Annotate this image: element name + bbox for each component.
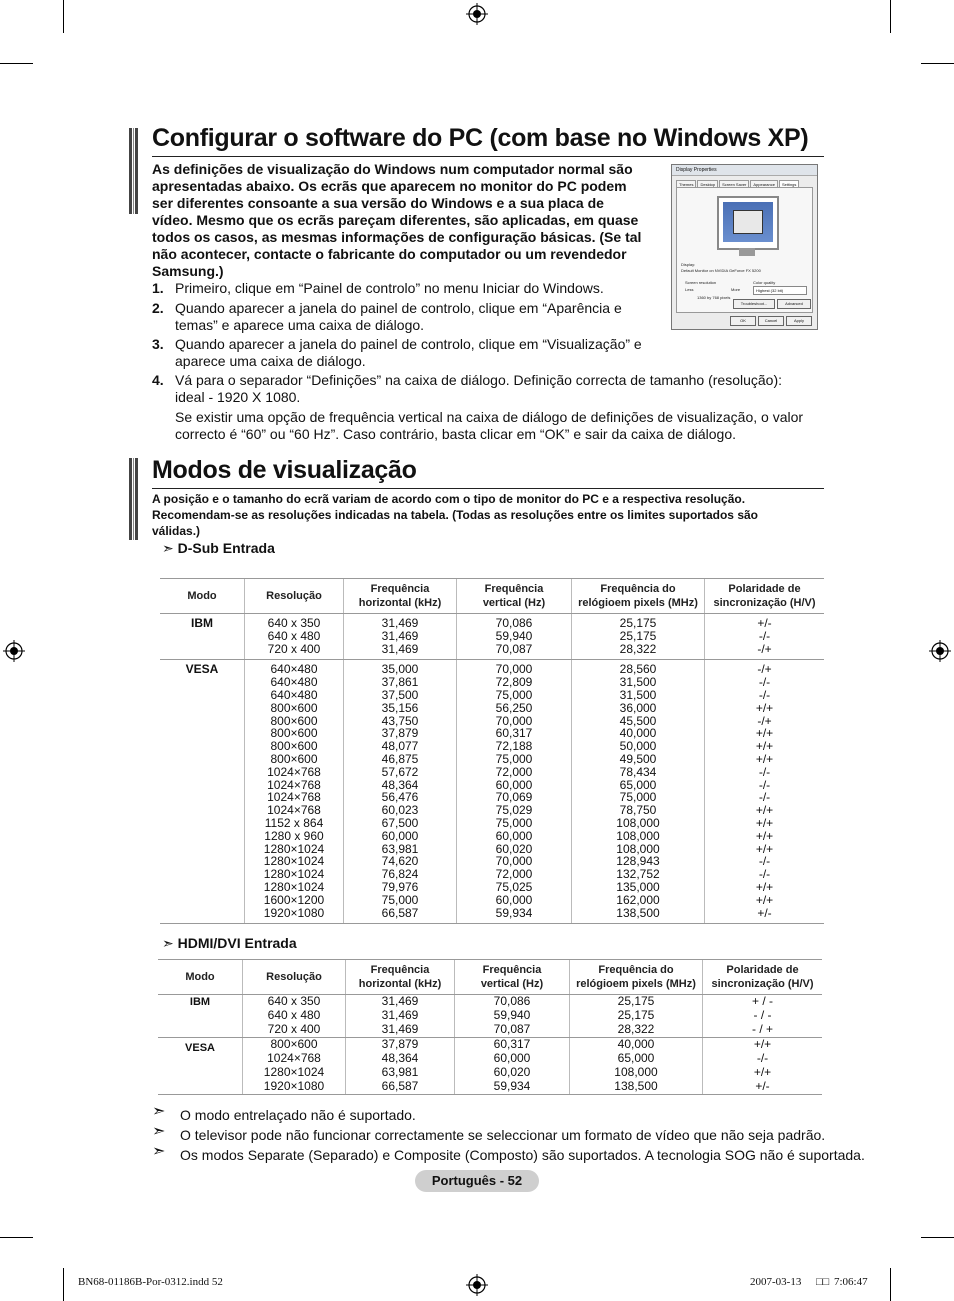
- note-text: Os modos Separate (Separado) e Composite (Composto) são suportados. A tecnologia SOG não é suportada.: [180, 1147, 865, 1163]
- section-marker-bar: [129, 128, 138, 214]
- step-number: 4.: [152, 372, 164, 388]
- note-text: O modo entrelaçado não é suportado.: [180, 1107, 416, 1123]
- table-row: [160, 660, 824, 924]
- vfreq-cell: 70,086 59,940 70,087: [457, 614, 572, 660]
- step-number: 1.: [152, 280, 164, 296]
- step-note: correcto é “60” ou “60 Hz”. Caso contrário, basta clicar em “OK” e sair da caixa de diálogo.: [175, 426, 737, 442]
- pixel-clock-cell: 28,560 31,500 31,500 36,000 45,500 40,000 50,000 49,500 78,434 65,000 75,000 78,750 108,000 108,000 108,000 128,943 132,752 135,000 162,000 138,500: [572, 660, 705, 924]
- pixel-clock-cell: 25,175 25,175 28,322: [572, 614, 705, 660]
- vfreq-cell: 60,317 60,000 60,020 59,934: [455, 1038, 570, 1094]
- tab-desktop: Desktop: [697, 180, 718, 189]
- cancel-button: Cancel: [758, 316, 784, 326]
- table-row: [158, 995, 822, 1038]
- note-text: O televisor pode não funcionar correctamente se seleccionar um formato de vídeo que não seja padrão.: [180, 1127, 826, 1143]
- footer-glyphs: □□: [816, 1276, 830, 1288]
- crop-mark: [0, 63, 33, 64]
- step-text: aparece uma caixa de diálogo.: [175, 353, 366, 369]
- intro-paragraph: [152, 161, 662, 280]
- intro-line: válidas.): [152, 524, 201, 538]
- col-header: Modo: [158, 960, 243, 995]
- tab-settings: Settings: [779, 180, 799, 189]
- table-header-row: [158, 960, 822, 995]
- dsub-heading: [162, 540, 275, 557]
- note-arrow-icon: ➣: [152, 1103, 166, 1120]
- crop-mark: [890, 1268, 891, 1301]
- col-header: Modo: [160, 579, 245, 614]
- col-header: Frequência horizontal (kHz): [344, 579, 457, 614]
- monitor-icon: [717, 196, 779, 250]
- col-header: Frequência vertical (Hz): [455, 960, 570, 995]
- intro-line: não acontecer, contacte o fabricante do computador ou um revendedor: [152, 246, 627, 262]
- hfreq-cell: 35,000 37,861 37,500 35,156 43,750 37,879 48,077 46,875 57,672 48,364 56,476 60,023 67,500 60,000 63,981 74,620 76,824 79,976 75,000 66,587: [344, 660, 457, 924]
- crop-mark: [921, 63, 954, 64]
- resolution-less: Less: [685, 287, 694, 292]
- vfreq-cell: 70,000 72,809 75,000 56,250 70,000 60,317 72,188 75,000 72,000 60,000 70,069 75,029 75,000 60,000 60,020 70,000 72,000 75,025 60,000 59,934: [457, 660, 572, 924]
- col-header: Frequência vertical (Hz): [457, 579, 572, 614]
- intro-line: vídeo. Mesmo que os ecrãs pareçam diferentes, são aplicadas, em quase: [152, 212, 639, 228]
- mode-cell: IBM: [158, 995, 243, 1038]
- crop-mark: [0, 1237, 33, 1238]
- note-arrow-icon: ➣: [162, 935, 174, 951]
- troubleshoot-button: Troubleshoot...: [733, 299, 775, 309]
- dsub-table: [160, 578, 824, 924]
- crop-mark: [63, 1268, 64, 1301]
- tab-appearance: Appearance: [750, 180, 778, 189]
- step-number: 2.: [152, 300, 164, 316]
- step-text: Quando aparecer a janela do painel de controlo, clique em “Visualização” e: [175, 336, 642, 352]
- resolution-cell: 640 x 350 640 x 480 720 x 400: [245, 614, 344, 660]
- hfreq-cell: 31,469 31,469 31,469: [346, 995, 455, 1038]
- notes-list: [152, 1105, 865, 1165]
- step-note: Se existir uma opção de frequência vertical na caixa de diálogo de definições de visualização, o valor: [175, 409, 804, 425]
- resolution-value: 1360 by 768 pixels: [697, 295, 731, 300]
- display-value: Default Monitor on NVIDIA GeForce FX 5200: [681, 268, 761, 273]
- col-header: Polaridade de sincronização (H/V): [705, 579, 825, 614]
- tab-themes: Themes: [676, 180, 696, 189]
- color-quality-label: Color quality: [753, 280, 776, 285]
- registration-mark-icon: [3, 640, 25, 662]
- apply-button: Apply: [786, 316, 812, 326]
- polarity-cell: +/- -/- -/+: [705, 614, 825, 660]
- advanced-button: Advanced: [777, 299, 811, 309]
- vfreq-cell: 70,086 59,940 70,087: [455, 995, 570, 1038]
- col-header: Frequência do relógioem pixels (MHz): [570, 960, 703, 995]
- intro-line: A posição e o tamanho do ecrã variam de acordo com o tipo de monitor do PC e a respectiva resolução.: [152, 492, 746, 506]
- mode-cell: VESA: [158, 1038, 243, 1094]
- intro-line: apresentadas abaixo. Os ecrãs que aparecem no monitor do PC podem: [152, 178, 627, 194]
- footer-file: BN68-01186B-Por-0312.indd 52: [78, 1276, 223, 1288]
- color-quality-select: Highest (32 bit): [753, 286, 807, 295]
- step-text: Quando aparecer a janela do painel de controlo, clique em “Aparência e: [175, 300, 622, 316]
- col-header: Polaridade de sincronização (H/V): [703, 960, 823, 995]
- section-title: Modos de visualização: [152, 456, 417, 484]
- display-label: Display:: [681, 262, 696, 267]
- step-text: Vá para o separador “Definições” na caixa de diálogo. Definição correcta de tamanho (resolução):: [175, 372, 783, 388]
- col-header: Frequência horizontal (kHz): [346, 960, 455, 995]
- display-properties-screenshot: [671, 164, 818, 330]
- step-text: Primeiro, clique em “Painel de controlo” no menu Iniciar do Windows.: [175, 280, 604, 296]
- monitor-stand: [739, 248, 755, 256]
- polarity-cell: +/+ -/- +/+ +/-: [703, 1038, 823, 1094]
- footer-date: 2007-03-13: [750, 1276, 802, 1288]
- hdmi-label: HDMI/DVI Entrada: [177, 935, 297, 951]
- crop-mark: [921, 1237, 954, 1238]
- hdmi-table: [158, 959, 822, 1095]
- crop-mark: [890, 0, 891, 33]
- section2-intro: [152, 491, 758, 539]
- table-header-row: [160, 579, 824, 614]
- polarity-cell: -/+ -/- -/- +/+ -/+ +/+ +/+ +/+ -/- -/- -/- +/+ +/+ +/+ +/+ -/- -/- +/+ +/+ +/-: [705, 660, 825, 924]
- registration-mark-icon: [466, 1274, 488, 1296]
- hfreq-cell: 37,879 48,364 63,981 66,587: [346, 1038, 455, 1094]
- intro-line: Recomendam-se as resoluções indicadas na tabela. (Todas as resoluções entre os limites suportados são: [152, 508, 758, 522]
- hfreq-cell: 31,469 31,469 31,469: [344, 614, 457, 660]
- step-text: ideal - 1920 X 1080.: [175, 389, 301, 405]
- dialog-title: Display Properties: [672, 165, 817, 176]
- col-header: Frequência do relógioem pixels (MHz): [572, 579, 705, 614]
- tab-screen-saver: Screen Saver: [719, 180, 749, 189]
- mode-cell: VESA: [160, 660, 245, 924]
- intro-line: As definições de visualização do Windows num computador normal são: [152, 161, 633, 177]
- intro-line: ser diferentes consoante a sua versão do Windows e a sua placa de: [152, 195, 604, 211]
- resolution-more: More: [731, 287, 741, 292]
- registration-mark-icon: [929, 640, 951, 662]
- pixel-clock-cell: 25,175 25,175 28,322: [570, 995, 703, 1038]
- step-text: temas” e aparece uma caixa de diálogo.: [175, 317, 425, 333]
- table-row: [160, 614, 824, 660]
- table-row: [158, 1038, 822, 1094]
- intro-line: todos os casos, as mesmas informações de configuração básicas. (Se tal: [152, 229, 642, 245]
- note-item: [152, 1105, 865, 1125]
- crop-mark: [63, 0, 64, 33]
- section-marker-bar: [129, 458, 138, 540]
- footer-time: 7:06:47: [834, 1276, 868, 1288]
- pixel-clock-cell: 40,000 65,000 108,000 138,500: [570, 1038, 703, 1094]
- step-number: 3.: [152, 336, 164, 352]
- ok-button: OK: [730, 316, 756, 326]
- col-header: Resolução: [245, 579, 344, 614]
- polarity-cell: + / - - / - - / +: [703, 995, 823, 1038]
- resolution-label: Screen resolution: [685, 280, 717, 285]
- col-header: Resolução: [243, 960, 346, 995]
- settings-panel: [676, 187, 813, 313]
- registration-mark-icon: [466, 3, 488, 25]
- section-title: Configurar o software do PC (com base no Windows XP): [152, 124, 809, 152]
- title-rule: [152, 156, 824, 157]
- mode-cell: IBM: [160, 614, 245, 660]
- intro-line: Samsung.): [152, 263, 224, 279]
- page-number-badge: Português - 52: [415, 1170, 539, 1192]
- note-item: [152, 1125, 865, 1145]
- resolution-cell: 800×600 1024×768 1280×1024 1920×1080: [243, 1038, 346, 1094]
- hdmi-heading: [162, 935, 297, 952]
- resolution-cell: 640 x 350 640 x 480 720 x 400: [243, 995, 346, 1038]
- note-arrow-icon: ➣: [162, 540, 174, 556]
- dsub-label: D-Sub Entrada: [177, 540, 275, 556]
- title-rule: [152, 488, 824, 489]
- note-item: [152, 1145, 865, 1165]
- resolution-cell: 640×480 640×480 640×480 800×600 800×600 800×600 800×600 800×600 1024×768 1024×768 1024×768 1024×768 1152 x 864 1280 x 960 1280×1024 1280×1024 1280×1024 1280×1024 1600×1200 1920×1080: [245, 660, 344, 924]
- note-arrow-icon: ➣: [152, 1123, 166, 1140]
- note-arrow-icon: ➣: [152, 1143, 166, 1160]
